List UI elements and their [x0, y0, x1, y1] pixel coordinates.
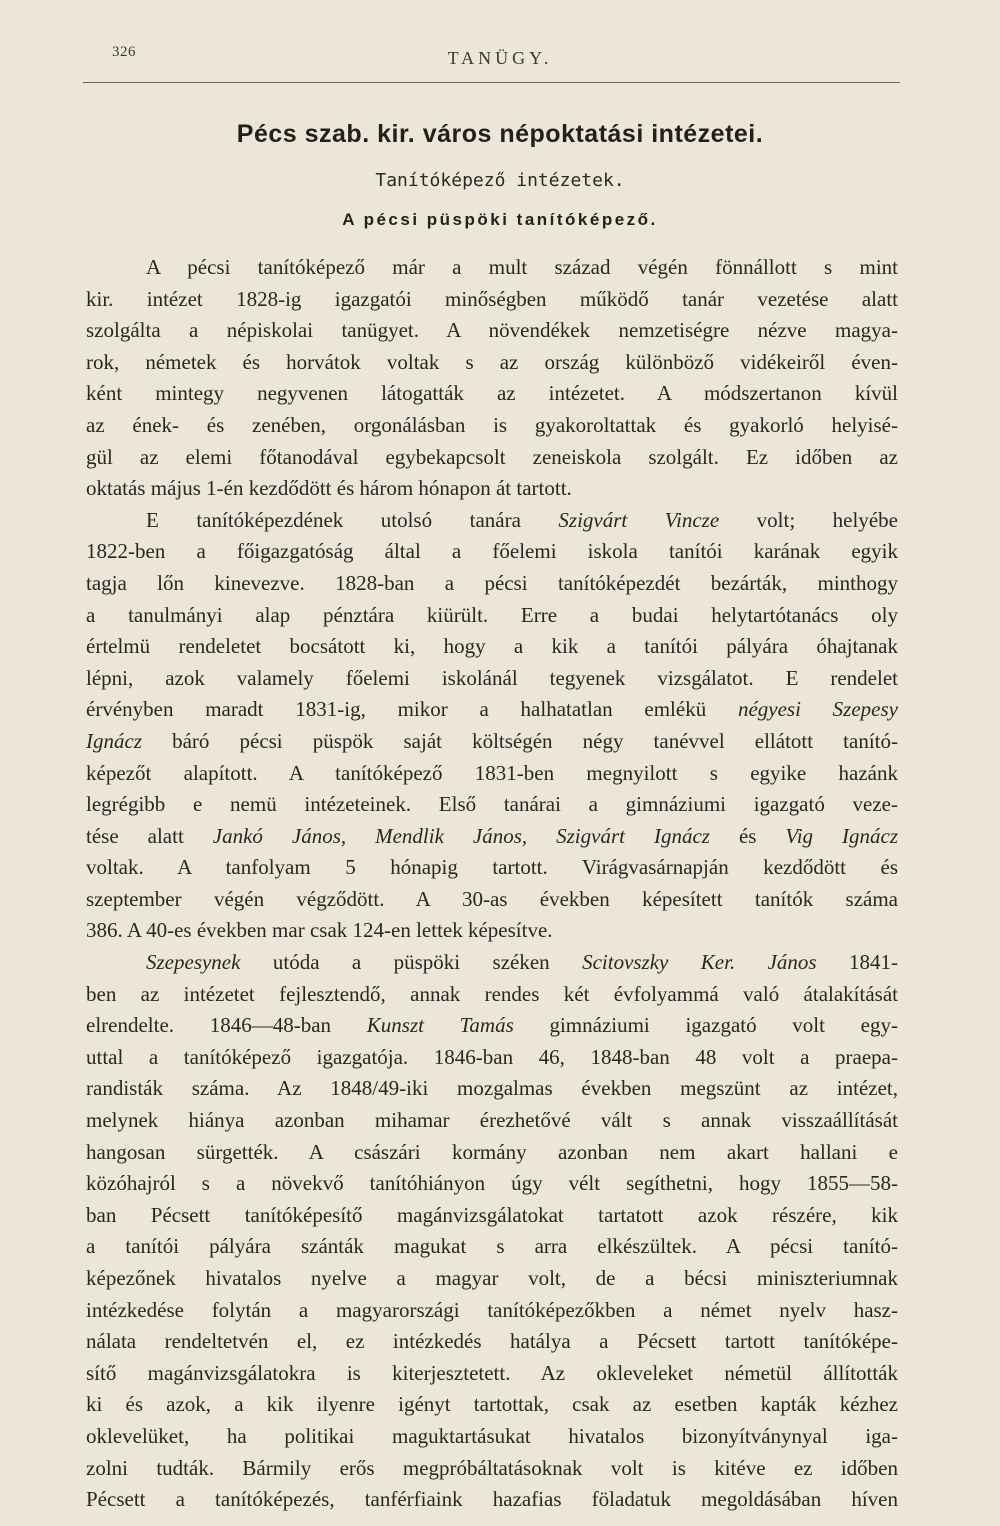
text-line: [86, 410, 898, 442]
text-line: [86, 1484, 898, 1516]
text-line: [86, 1358, 898, 1390]
text-segment: ben az intézetet fejlesztendő, annak rendes két évfolyammá való átalakítását: [86, 981, 898, 1006]
text-line: [86, 347, 898, 379]
text-segment: tagja lőn kinevezve. 1828-ban a pécsi tanítóképezdét bezárták, minthogy: [86, 570, 898, 595]
text-line: [86, 1389, 898, 1421]
text-line: [86, 947, 898, 979]
italic-name: Ignácz: [86, 728, 142, 753]
text-line: [86, 378, 898, 410]
text-line: [86, 1168, 898, 1200]
italic-name: Jankó János, Mendlik János, Szigvárt Ignácz: [212, 823, 710, 848]
text-line: [86, 1295, 898, 1327]
running-title: TANÜGY.: [447, 48, 553, 68]
text-line: [86, 1453, 898, 1485]
italic-name: Vig Ignácz: [785, 823, 898, 848]
text-segment: a tanulmányi alap pénztára kiürült. Erre a budai helytartótanács oly: [86, 602, 898, 627]
text-segment: legrégibb e nemü intézeteinek. Első tanárai a gimnáziumi igazgató veze-: [86, 792, 898, 817]
text-line: [86, 789, 898, 821]
text-segment: képezőnek hivatalos nyelve a magyar volt, de a bécsi miniszteriumnak: [86, 1266, 898, 1290]
text-segment: Pécsett a tanítóképezés, tanférfiaink hazafias föladatuk megoldásában híven: [86, 1487, 898, 1512]
text-line: [86, 1105, 898, 1137]
text-segment: gimnáziumi igazgató volt egy-: [513, 1013, 898, 1038]
text-line: [86, 1326, 898, 1358]
text-line: [86, 631, 898, 663]
text-segment: A pécsi tanítóképező már a mult század végén fönnállott s mint: [146, 255, 898, 279]
text-line: [86, 663, 898, 695]
text-segment: melynek hiánya azonban mihamar érezhetővé vált s annak visszaállítását: [86, 1108, 898, 1133]
text-line: [86, 852, 898, 884]
text-segment: képezőt alapított. A tanítóképező 1831-ben megnyilott s egyike hazánk: [86, 760, 898, 785]
text-segment: lépni, azok valamely főelemi iskolánál tegyenek vizsgálatot. E rendelet: [86, 665, 898, 690]
text-line: [86, 821, 898, 853]
text-segment: ki és azok, a kik ilyenre igényt tartottak, csak az esetben kapták kézhez: [86, 1392, 898, 1417]
text-segment: sítő magánvizsgálatokra is kiterjesztetett. Az okleveleket németül állították: [86, 1360, 898, 1385]
italic-name: Kunszt Tamás: [366, 1013, 514, 1038]
italic-name: Szigvárt Vincze: [558, 507, 720, 532]
page-header: [0, 0, 1000, 100]
text-segment: báró pécsi püspök saját költségén négy tanévvel ellátott tanító-: [142, 728, 898, 753]
text-line: [86, 600, 898, 632]
text-segment: oklevelüket, ha politikai maguktartásukat hivatalos bizonyítványnyal iga-: [86, 1423, 898, 1448]
text-segment: rok, németek és horvátok voltak s az ország különböző vidékeiről éven-: [86, 349, 898, 374]
text-segment: közóhajról s a növekvő tanítóhiányon úgy vélt segíthetni, hogy 1855—58-: [86, 1171, 898, 1196]
text-segment: kir. intézet 1828-ig igazgatói minőségben működő tanár vezetése alatt: [86, 286, 898, 311]
text-segment: ként mintegy negyvenen látogatták az intézetet. A módszertanon kívül: [86, 381, 898, 406]
text-segment: 1822-ben a főigazgatóság által a főelemi iskola tanítói karának egyik: [86, 539, 898, 564]
text-line: [86, 473, 898, 505]
text-line: [86, 726, 898, 758]
italic-name: Szepesynek: [146, 950, 241, 975]
text-line: [86, 694, 898, 726]
text-segment: tése alatt: [86, 823, 213, 848]
text-line: [86, 979, 898, 1011]
text-line: [86, 1137, 898, 1169]
subsubsection-heading: A pécsi püspöki tanítóképező.: [342, 210, 658, 229]
text-line: [86, 758, 898, 790]
text-segment: hangosan sürgették. A császári kormány azonban nem akart hallani e: [86, 1139, 898, 1164]
text-segment: az ének- és zenében, orgonálásban is gyakoroltattak és gyakorló helyisé-: [86, 412, 898, 437]
text-segment: szeptember végén végződött. A 30-as években képesített tanítók száma: [86, 886, 898, 911]
text-line: [86, 1263, 898, 1295]
text-segment: érvényben maradt 1831-ig, mikor a halhatatlan emlékü: [86, 697, 738, 722]
text-segment: 386. A 40-es években mar csak 124-en lettek képesítve.: [86, 918, 553, 943]
text-line: [86, 1200, 898, 1232]
text-line: [86, 915, 898, 947]
text-segment: E tanítóképezdének utolsó tanára: [146, 507, 559, 532]
text-segment: volt; helyébe: [719, 507, 898, 532]
italic-name: négyesi Szepesy: [737, 697, 898, 722]
text-segment: oktatás május 1-én kezdődött és három hónapon át tartott.: [86, 476, 572, 501]
text-line: [86, 1231, 898, 1263]
text-segment: intézkedése folytán a magyarországi tanítóképezőkben a német nyelv hasz-: [86, 1297, 898, 1322]
text-line: [86, 442, 898, 474]
text-segment: voltak. A tanfolyam 5 hónapig tartott. Virágvasárnapján kezdődött és: [86, 855, 898, 880]
text-segment: gül az elemi főtanodával egybekapcsolt zeneiskola szolgált. Ez időben az: [86, 444, 898, 469]
header-rule: [83, 82, 900, 83]
text-line: [86, 884, 898, 916]
text-line: [86, 1421, 898, 1453]
section-heading: Pécs szab. kir. város népoktatási intézetei.: [236, 120, 764, 148]
text-segment: utóda a püspöki széken: [240, 950, 583, 975]
text-line: [86, 568, 898, 600]
text-segment: szolgálta a népiskolai tanügyet. A növendékek nemzetiségre nézve magya-: [86, 318, 898, 343]
text-segment: 1841-: [816, 950, 898, 975]
page-number: 326: [112, 44, 136, 60]
text-line: [86, 536, 898, 568]
text-segment: randisták száma. Az 1848/49-iki mozgalmas években megszünt az intézet,: [86, 1076, 898, 1101]
text-segment: ban Pécsett tanítóképesítő magánvizsgálatokat tartatott azok részére, kik: [86, 1202, 898, 1227]
text-line: [86, 252, 898, 284]
text-line: [86, 284, 898, 316]
text-line: [86, 1010, 898, 1042]
subsection-heading: Tanítóképező intézetek.: [375, 170, 625, 191]
text-line: [86, 315, 898, 347]
text-segment: zolni tudták. Bármily erős megpróbáltatásoknak volt is kitéve ez időben: [86, 1455, 898, 1480]
italic-name: Scitovszky Ker. János: [582, 950, 817, 975]
text-line: [86, 505, 898, 537]
text-segment: a tanítói pályára szánták magukat s arra elkészültek. A pécsi tanító-: [86, 1234, 898, 1259]
text-line: [86, 1073, 898, 1105]
text-line: [86, 1042, 898, 1074]
body-text: [86, 252, 898, 1516]
text-segment: és: [709, 823, 786, 848]
text-segment: elrendelte. 1846—48-ban: [86, 1013, 367, 1038]
text-segment: értelmü rendeletet bocsátott ki, hogy a kik a tanítói pályára óhajtanak: [86, 634, 898, 659]
text-segment: uttal a tanítóképező igazgatója. 1846-ban 46, 1848-ban 48 volt a praepa-: [86, 1044, 898, 1069]
text-segment: nálata rendeltetvén el, ez intézkedés hatálya a Pécsett tartott tanítóképe-: [86, 1329, 898, 1354]
